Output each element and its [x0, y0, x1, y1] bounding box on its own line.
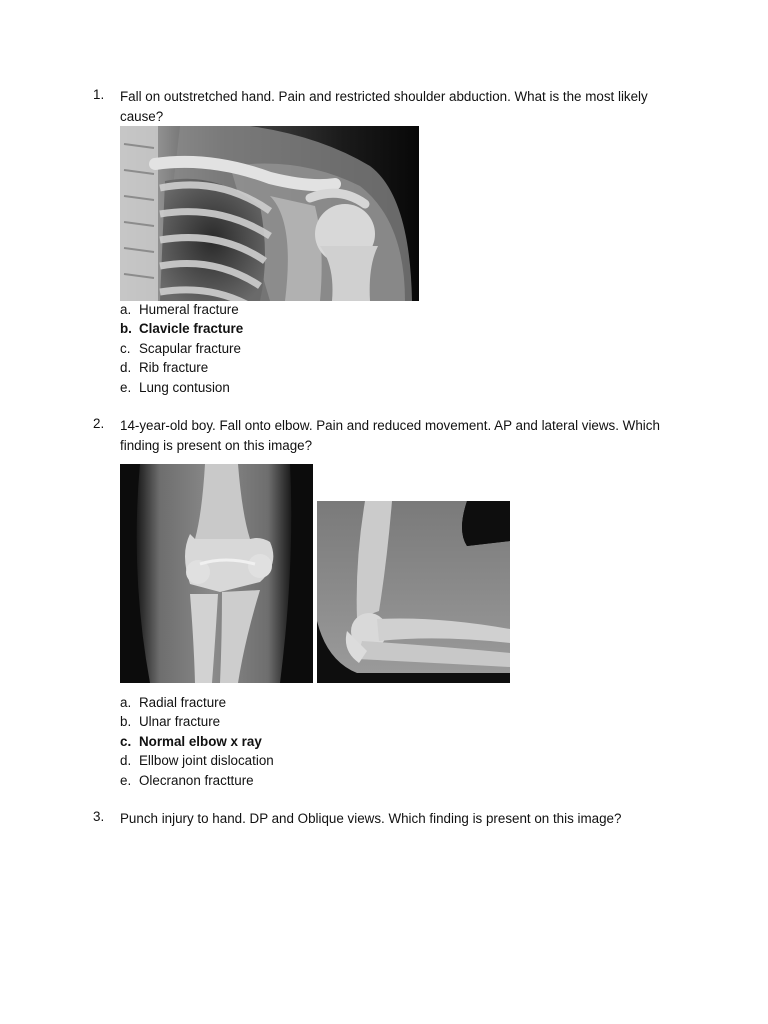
option-e: e. Lung contusion [120, 379, 230, 395]
shoulder-xray-image [120, 126, 419, 301]
answer-options-2 [120, 693, 274, 790]
elbow-lateral-xray-image [317, 501, 510, 683]
shoulder-xray-drawing [120, 126, 419, 301]
option-d: d. Ellbow joint dislocation [120, 753, 274, 769]
question-text: Punch injury to hand. DP and Oblique views. Which finding is present on this image? [120, 811, 622, 826]
question-number: 2. [93, 416, 105, 431]
answer-options-1 [120, 300, 243, 397]
elbow-ap-xray-image [120, 464, 313, 683]
elbow-ap-xray-drawing [120, 464, 313, 683]
option-b: b. Ulnar fracture [120, 714, 221, 730]
question-text: Fall on outstretched hand. Pain and restricted shoulder abduction. What is the most likely cause? [120, 89, 648, 124]
question-number: 3. [93, 809, 105, 824]
option-a: a. Radial fracture [120, 695, 227, 710]
option-d: d. Rib fracture [120, 360, 209, 376]
option-c: c. Scapular fracture [120, 340, 241, 356]
option-c: c. Normal elbow x ray [120, 733, 262, 749]
option-b: b. Clavicle fracture [120, 321, 244, 337]
option-e: e. Olecranon fractture [120, 772, 254, 788]
question-text: 14-year-old boy. Fall onto elbow. Pain and reduced movement. AP and lateral views. Which finding is present on this image? [120, 418, 660, 453]
elbow-lateral-xray-drawing [317, 501, 510, 683]
question-number: 1. [93, 87, 105, 102]
option-a: a. Humeral fracture [120, 302, 239, 317]
